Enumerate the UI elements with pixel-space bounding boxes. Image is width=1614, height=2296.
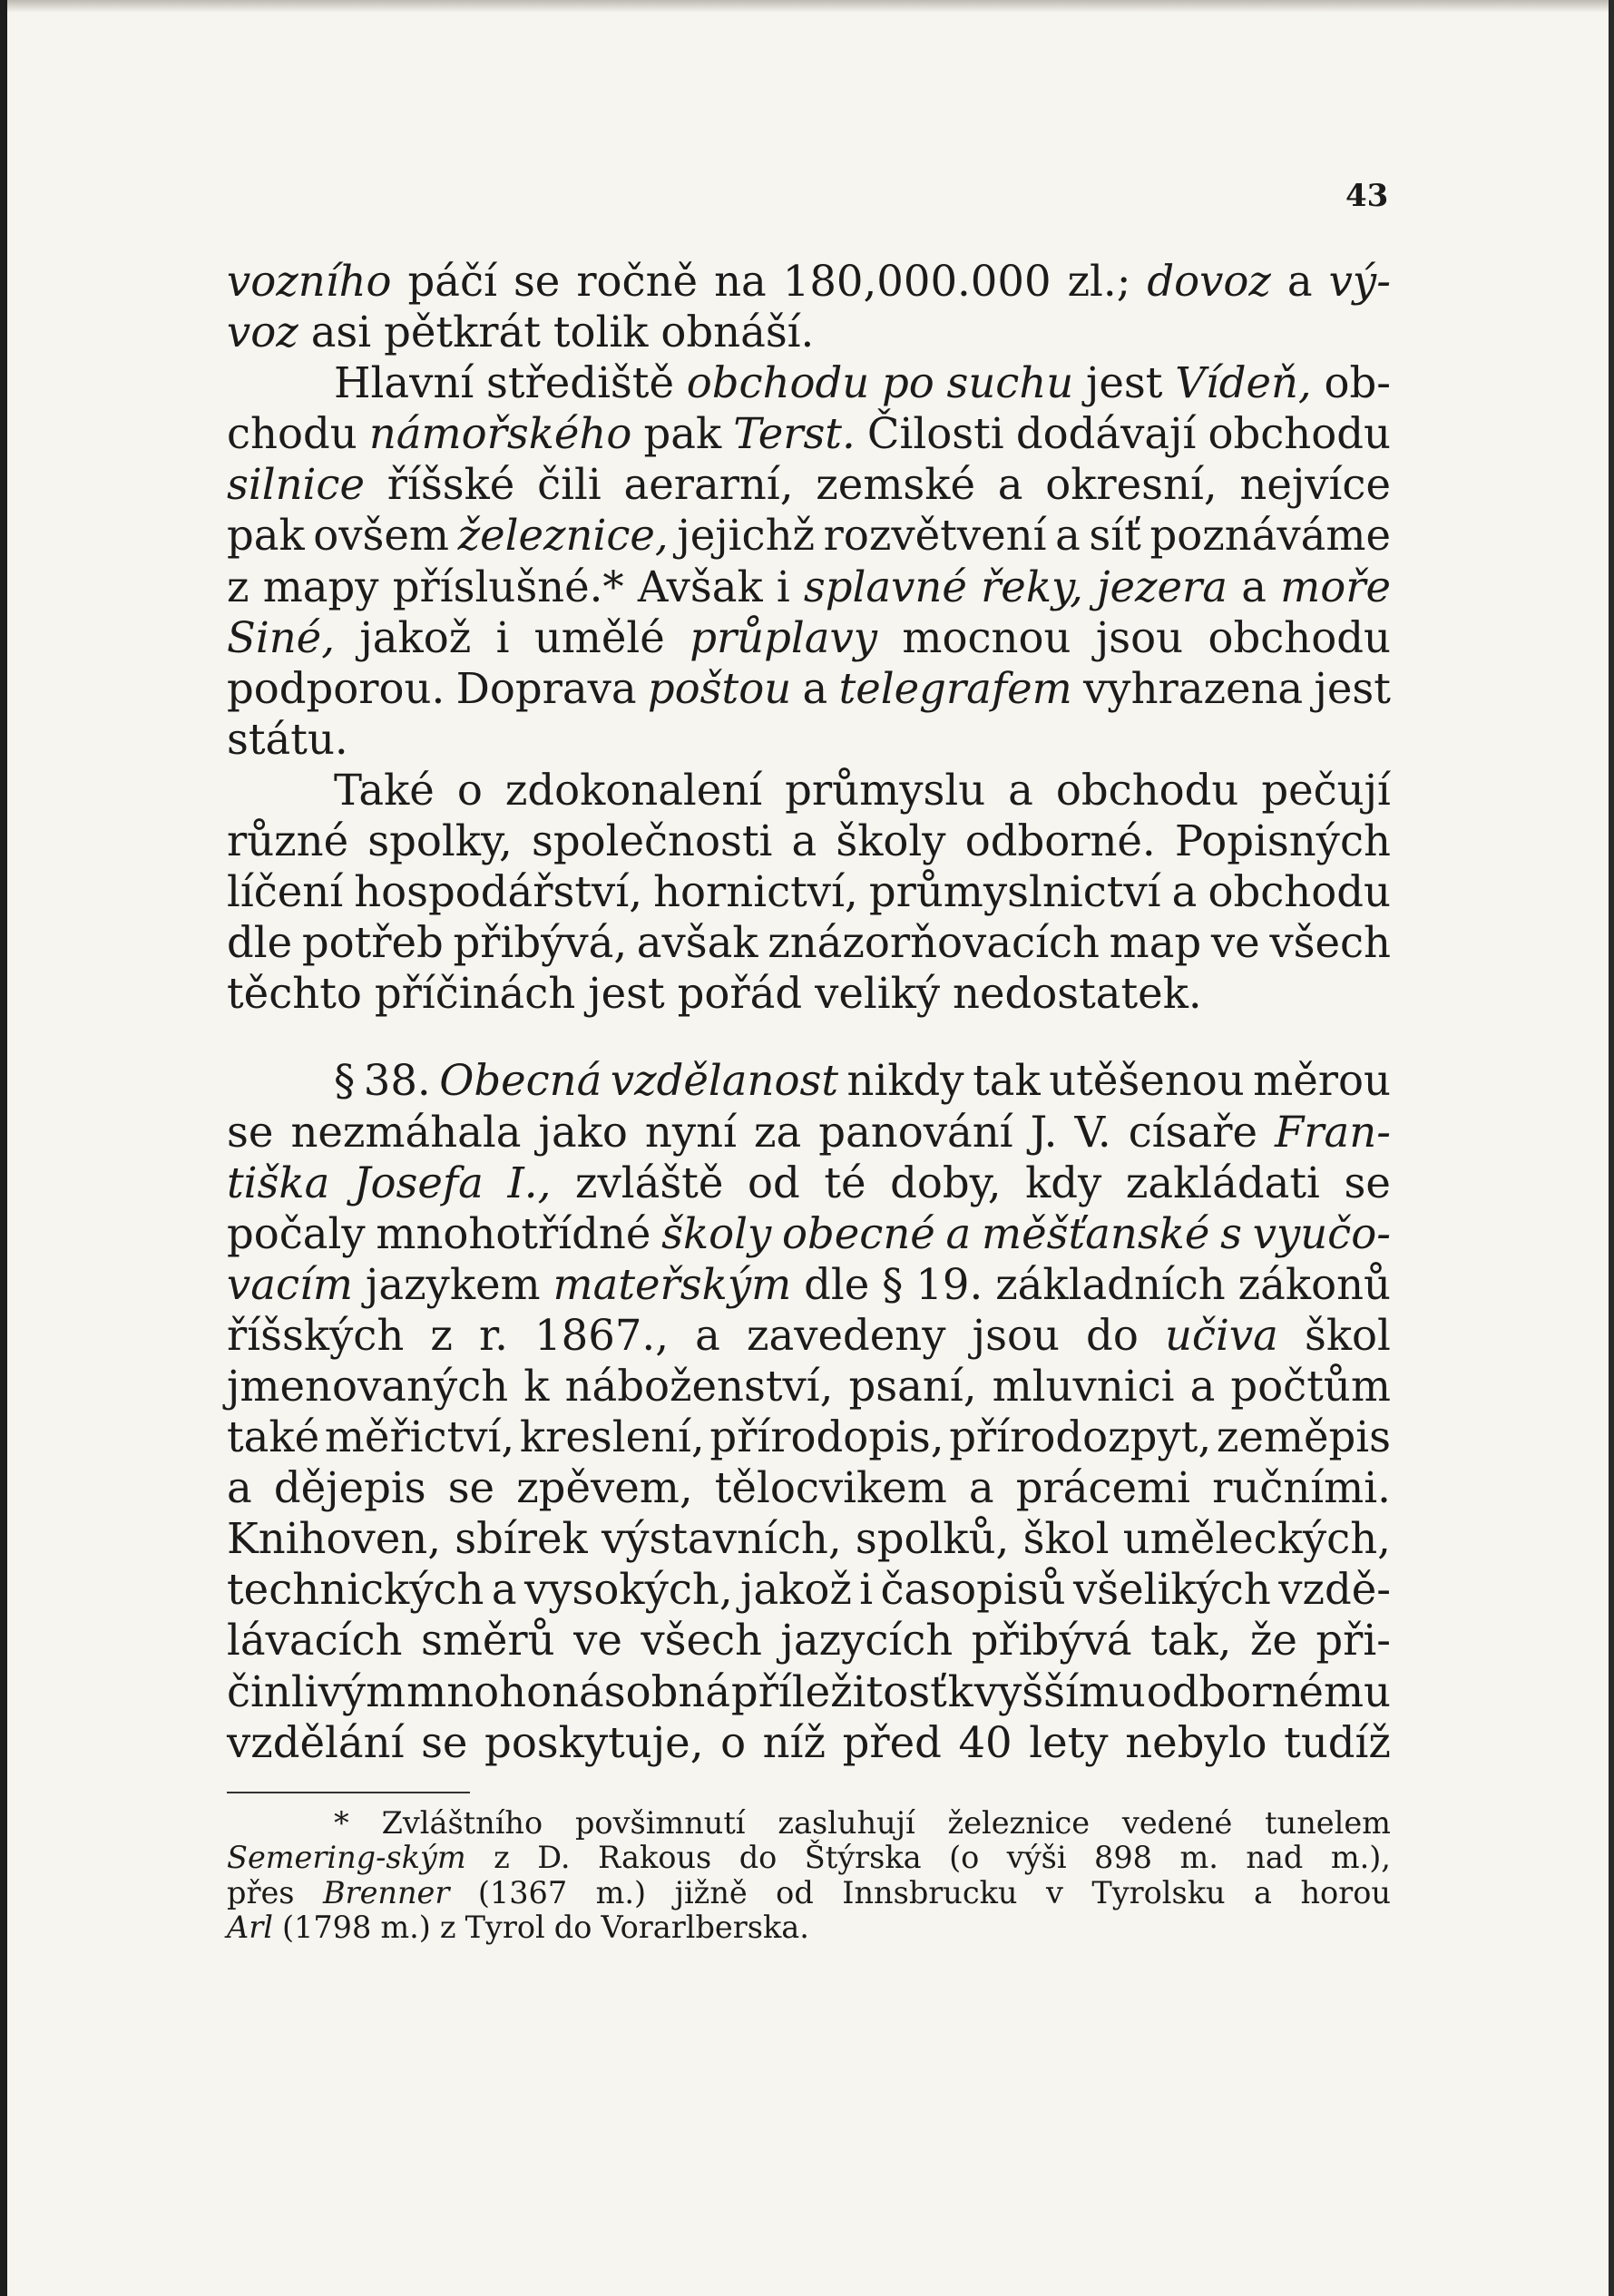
word: pak: [227, 511, 305, 561]
word: 180,000.000: [782, 257, 1052, 306]
word: jakož: [359, 612, 472, 662]
word: nikdy: [846, 1056, 964, 1106]
word: odborné.: [964, 816, 1156, 866]
word: průmyslu: [785, 765, 986, 815]
word: měšťanské: [981, 1208, 1210, 1258]
word: a: [695, 1310, 720, 1360]
word: že: [1249, 1616, 1297, 1666]
word: zeměpis: [1216, 1412, 1391, 1462]
word: uměleckých,: [1122, 1514, 1391, 1564]
word: Siné,: [227, 612, 335, 662]
word: železnice: [947, 1804, 1091, 1841]
word: i: [776, 562, 790, 611]
word: škol: [1304, 1310, 1391, 1360]
word: poznáváme: [1149, 511, 1391, 561]
word: císaře: [1128, 1107, 1257, 1157]
word: jazycích: [780, 1616, 954, 1666]
word: náboženství,: [564, 1361, 834, 1411]
word: zakládati: [1125, 1158, 1320, 1207]
word: veliký: [815, 969, 941, 1019]
word: a: [1189, 1361, 1216, 1411]
word: při-: [1316, 1616, 1391, 1666]
word: mocnou: [902, 612, 1071, 662]
text-column: [227, 256, 1391, 1946]
text-line: [227, 866, 1391, 917]
word: měřictví,: [324, 1412, 515, 1462]
word: dějepis: [273, 1463, 426, 1513]
word: různé: [227, 816, 349, 866]
word: říšské: [386, 460, 515, 510]
word: Také: [334, 765, 435, 815]
word: průplavy: [690, 612, 878, 662]
word: nad: [1246, 1840, 1304, 1876]
word: říšských: [227, 1310, 405, 1360]
word: všelikých: [1072, 1565, 1271, 1615]
word: jsou: [972, 1310, 1060, 1360]
word: mluvnici: [992, 1361, 1175, 1411]
word: mapy: [262, 562, 379, 611]
text-line: [227, 1412, 1391, 1462]
word: umělé: [533, 612, 665, 662]
word: od: [747, 1158, 800, 1207]
word: Štýrska: [804, 1840, 922, 1876]
text-line: [227, 968, 1391, 1019]
text-line: [227, 1107, 1391, 1158]
word: poštou: [647, 663, 792, 713]
word: po: [881, 358, 934, 408]
word: povšimnutí: [574, 1804, 746, 1841]
word: a: [968, 1463, 994, 1513]
word: podporou.: [227, 663, 445, 713]
word: vzdělání: [227, 1717, 405, 1767]
word: telegrafem: [838, 663, 1072, 713]
text-line: [227, 612, 1391, 663]
footnote-line: [227, 1841, 1391, 1876]
word: a: [1286, 257, 1313, 306]
word: Vídeň,: [1175, 358, 1312, 408]
word: nebylo: [1125, 1717, 1267, 1767]
text-line: [227, 1564, 1391, 1615]
word: a: [997, 460, 1023, 510]
word: zvláště: [574, 1158, 724, 1207]
word: m.): [595, 1874, 647, 1910]
word: mnohonásobná: [406, 1666, 731, 1716]
word: Avšak: [637, 562, 763, 611]
word: do: [1086, 1310, 1139, 1360]
text-line: [227, 1361, 1391, 1412]
word: nedostatek.: [953, 969, 1202, 1019]
word: výši: [1006, 1840, 1067, 1876]
word: k: [947, 1666, 973, 1716]
word: jejichž: [677, 511, 816, 561]
word: a: [227, 1463, 252, 1513]
word: avšak: [636, 918, 758, 968]
word: Fran-: [1275, 1107, 1391, 1157]
word: a: [945, 1208, 972, 1258]
word: společnosti: [531, 816, 773, 866]
text-line: [227, 1717, 1391, 1768]
word: obchodu: [1208, 867, 1391, 917]
word: suchu: [946, 358, 1074, 408]
word: odbornému: [1146, 1666, 1391, 1716]
word: tak,: [1150, 1616, 1232, 1666]
word: vyššímu: [973, 1666, 1146, 1716]
word: kreslení,: [519, 1412, 705, 1462]
word: Hlavní: [334, 358, 474, 408]
word: tunelem: [1265, 1804, 1391, 1841]
word: aerarní,: [623, 460, 794, 510]
word: páčí: [407, 257, 497, 306]
word: kdy: [1025, 1158, 1102, 1207]
word: i: [495, 612, 510, 662]
footnote: [227, 1806, 1391, 1946]
word: s: [1220, 1208, 1242, 1258]
word: ručními.: [1212, 1463, 1391, 1513]
word: sbírek: [455, 1514, 588, 1564]
word: za: [754, 1107, 802, 1157]
word: vyučo-: [1252, 1208, 1391, 1258]
word: pečují: [1261, 765, 1391, 815]
word: tělocvikem: [714, 1463, 947, 1513]
word: ve: [1210, 918, 1260, 968]
text-line: [227, 562, 1391, 612]
word: nezmáhala: [290, 1107, 522, 1157]
word: a: [1241, 562, 1267, 611]
word: z: [227, 562, 249, 611]
text-line: [227, 1666, 1391, 1717]
word: měrou: [1253, 1056, 1391, 1106]
word: V.: [1074, 1107, 1111, 1157]
word: časopisů: [880, 1565, 1066, 1615]
word: doby,: [890, 1158, 1002, 1207]
word: hospodářství,: [354, 867, 642, 917]
word: o: [720, 1717, 747, 1767]
word: prácemi: [1015, 1463, 1190, 1513]
text-line: [227, 765, 1391, 816]
word: §: [334, 1056, 356, 1106]
word: jakož: [740, 1565, 852, 1615]
word: od: [776, 1874, 814, 1910]
word: činlivým: [227, 1666, 406, 1716]
word: z: [494, 1840, 510, 1876]
word: zasluhují: [778, 1804, 915, 1841]
word: z: [439, 1910, 456, 1946]
word: Tyrol: [465, 1910, 545, 1946]
word: (1367: [477, 1874, 568, 1910]
word: zl.;: [1067, 257, 1131, 306]
word: síť: [1089, 511, 1141, 561]
word: jižně: [674, 1874, 748, 1910]
footnote-line: [227, 1876, 1391, 1911]
word: okresní,: [1045, 460, 1218, 510]
word: tiška: [227, 1158, 330, 1207]
body-text: [227, 256, 1391, 1768]
word: poskytuje,: [484, 1717, 704, 1767]
word: se: [513, 257, 561, 306]
word: se: [227, 1107, 274, 1157]
word: přibývá: [971, 1616, 1132, 1666]
word: jest: [1314, 663, 1391, 713]
word: školy: [836, 816, 946, 866]
word: zpěvem,: [516, 1463, 693, 1513]
text-line: [227, 1615, 1391, 1666]
text-line: [227, 714, 1391, 765]
word: jezera: [1097, 562, 1228, 611]
word: obecné: [782, 1208, 935, 1258]
word: vacím: [227, 1259, 354, 1309]
word: 40: [958, 1717, 1012, 1767]
word: přes: [227, 1874, 295, 1910]
word: zdokonalení: [504, 765, 763, 815]
word: *: [334, 1804, 349, 1841]
left-scan-edge: [0, 0, 7, 2296]
word: obchodu: [1055, 765, 1239, 815]
word: dovoz: [1147, 257, 1271, 306]
word: jest: [1086, 358, 1163, 408]
word: spolků,: [855, 1514, 1010, 1564]
word: technických: [227, 1565, 484, 1615]
word: horou: [1300, 1874, 1391, 1910]
word: níž: [762, 1717, 826, 1767]
word: dle: [804, 1259, 870, 1309]
word: základních: [995, 1259, 1226, 1309]
word: Obecná: [439, 1056, 602, 1106]
word: nejvíce: [1239, 460, 1391, 510]
word: Rakous: [598, 1840, 712, 1876]
word: utěšenou: [1049, 1056, 1245, 1106]
word: rozvětvení: [823, 511, 1047, 561]
word: na: [714, 257, 767, 306]
word: moře: [1280, 562, 1391, 611]
word: Zvláštního: [381, 1804, 543, 1841]
word: do: [553, 1910, 592, 1946]
word: těchto: [227, 969, 362, 1019]
word: obnáší.: [660, 308, 815, 357]
word: Vorarlberska.: [601, 1910, 809, 1946]
word: příslušné.*: [392, 562, 624, 611]
word: chodu: [227, 409, 357, 459]
footnote-rule: [227, 1792, 470, 1793]
word: mateřským: [553, 1259, 792, 1309]
text-line: [227, 408, 1391, 459]
word: v: [1045, 1874, 1063, 1910]
word: a: [491, 1565, 517, 1615]
text-line: [227, 1513, 1391, 1564]
word: všech: [641, 1616, 762, 1666]
word: obchodu: [686, 358, 870, 408]
word: železnice,: [457, 511, 669, 561]
word: příčinách: [374, 969, 576, 1019]
word: a: [1171, 867, 1198, 917]
word: počtům: [1230, 1361, 1391, 1411]
word: 898: [1094, 1840, 1152, 1876]
right-scan-edge: [1609, 0, 1614, 2296]
word: D.: [537, 1840, 571, 1876]
word: a: [802, 663, 828, 713]
word: se: [1344, 1158, 1391, 1207]
word: m.: [1179, 1840, 1218, 1876]
page-top-shadow: [0, 0, 1614, 13]
word: Tyrolsku: [1091, 1874, 1226, 1910]
word: škol: [1022, 1514, 1110, 1564]
word: čili: [537, 460, 602, 510]
word: státu.: [227, 714, 348, 764]
word: lety: [1029, 1717, 1109, 1767]
word: r.: [479, 1310, 508, 1360]
word: nyní: [644, 1107, 737, 1157]
word: učiva: [1164, 1310, 1278, 1360]
word: do: [739, 1840, 778, 1876]
text-line: [227, 256, 1391, 307]
footnote-line: [227, 1806, 1391, 1842]
text-line: [227, 816, 1391, 866]
word: vyhrazena: [1083, 663, 1304, 713]
word: Doprava: [455, 663, 637, 713]
word: jazykem: [365, 1259, 541, 1309]
word: jmenovaných: [227, 1361, 509, 1411]
word: výstavních,: [601, 1514, 842, 1564]
word: Popisných: [1174, 816, 1391, 866]
word: všech: [1269, 918, 1391, 968]
word: jako: [538, 1107, 628, 1157]
word: spolky,: [367, 816, 513, 866]
word: příležitosť: [730, 1666, 947, 1716]
word: obchodu: [1208, 409, 1391, 459]
word: ve: [573, 1616, 622, 1666]
word: voz: [227, 308, 298, 357]
word: před: [842, 1717, 942, 1767]
word: o: [456, 765, 483, 815]
word: silnice: [227, 460, 365, 510]
word: a: [1254, 1874, 1273, 1910]
word: a: [1008, 765, 1033, 815]
word: dle: [227, 918, 293, 968]
text-line: [227, 1310, 1391, 1361]
word: té: [824, 1158, 866, 1207]
word: průmyslnictví: [868, 867, 1161, 917]
text-line: [227, 917, 1391, 968]
word: vzdělanost: [610, 1056, 839, 1106]
word: Semering-ským: [227, 1840, 466, 1876]
word: vedené: [1121, 1804, 1233, 1841]
word: také: [227, 1412, 320, 1462]
word: námořského: [368, 409, 632, 459]
word: směrů: [420, 1616, 555, 1666]
footnote-line: [227, 1910, 1391, 1946]
word: potřeb: [301, 918, 444, 968]
text-line: [227, 459, 1391, 510]
word: ročně: [576, 257, 699, 306]
word: (1798: [281, 1910, 372, 1946]
text-line: [227, 1208, 1391, 1259]
word: asi: [310, 308, 372, 357]
word: J.: [1030, 1107, 1058, 1157]
word: z: [430, 1310, 453, 1360]
word: map: [1109, 918, 1202, 968]
word: přibývá,: [453, 918, 628, 968]
word: Arl: [227, 1910, 273, 1946]
word: zemské: [816, 460, 975, 510]
word: 1867.,: [534, 1310, 669, 1360]
word: vý-: [1328, 257, 1391, 306]
word: zavedeny: [747, 1310, 946, 1360]
word: tolik: [553, 308, 649, 357]
word: Čilosti: [866, 409, 1004, 459]
word: Terst.: [733, 409, 856, 459]
word: Knihoven,: [227, 1514, 442, 1564]
word: i: [859, 1565, 874, 1615]
word: (o: [949, 1840, 980, 1876]
word: vozního: [227, 257, 392, 306]
word: pak: [643, 409, 722, 459]
word: přírodopis,: [709, 1412, 944, 1462]
text-line: [227, 1158, 1391, 1208]
word: se: [447, 1463, 495, 1513]
word: jsou: [1095, 612, 1184, 662]
word: jest: [588, 969, 665, 1019]
word: tudíž: [1284, 1717, 1391, 1767]
word: střediště: [486, 358, 675, 408]
word: Innsbrucku: [842, 1874, 1018, 1910]
text-line: [227, 510, 1391, 561]
page-number: 43: [1345, 178, 1389, 214]
text-line: [227, 1055, 1391, 1106]
word: hornictví,: [653, 867, 858, 917]
word: splavné: [803, 562, 967, 611]
word: pořád: [677, 969, 803, 1019]
word: Brenner: [322, 1874, 450, 1910]
word: pětkrát: [384, 308, 541, 357]
word: a: [1055, 511, 1081, 561]
word: ovšem: [313, 511, 450, 561]
word: panování: [818, 1107, 1013, 1157]
word: psaní,: [848, 1361, 977, 1411]
word: 38.: [363, 1056, 431, 1106]
word: ob-: [1324, 358, 1391, 408]
text-line: [227, 1259, 1391, 1310]
word: m.),: [1330, 1840, 1391, 1876]
word: dodávají: [1015, 409, 1197, 459]
word: řeky,: [981, 562, 1083, 611]
word: zákonů: [1237, 1259, 1391, 1309]
word: §: [882, 1259, 904, 1309]
word: k: [523, 1361, 550, 1411]
word: m.): [380, 1910, 431, 1946]
text-line: [227, 357, 1391, 408]
word: počaly: [227, 1208, 366, 1258]
text-line: [227, 663, 1391, 714]
word: vzdě-: [1278, 1565, 1391, 1615]
word: tak: [973, 1056, 1041, 1106]
word: vysokých,: [524, 1565, 733, 1615]
text-line: [227, 1462, 1391, 1513]
word: 19.: [915, 1259, 983, 1309]
word: přírodozpyt,: [949, 1412, 1212, 1462]
word: obchodu: [1208, 612, 1391, 662]
word: líčení: [227, 867, 344, 917]
word: lávacích: [227, 1616, 403, 1666]
word: školy: [661, 1208, 772, 1258]
word: znázorňovacích: [768, 918, 1100, 968]
text-line: [227, 307, 1391, 357]
word: Josefa: [353, 1158, 484, 1207]
word: I.,: [507, 1158, 552, 1207]
word: mnohotřídné: [376, 1208, 651, 1258]
word: se: [421, 1717, 468, 1767]
word: a: [791, 816, 817, 866]
